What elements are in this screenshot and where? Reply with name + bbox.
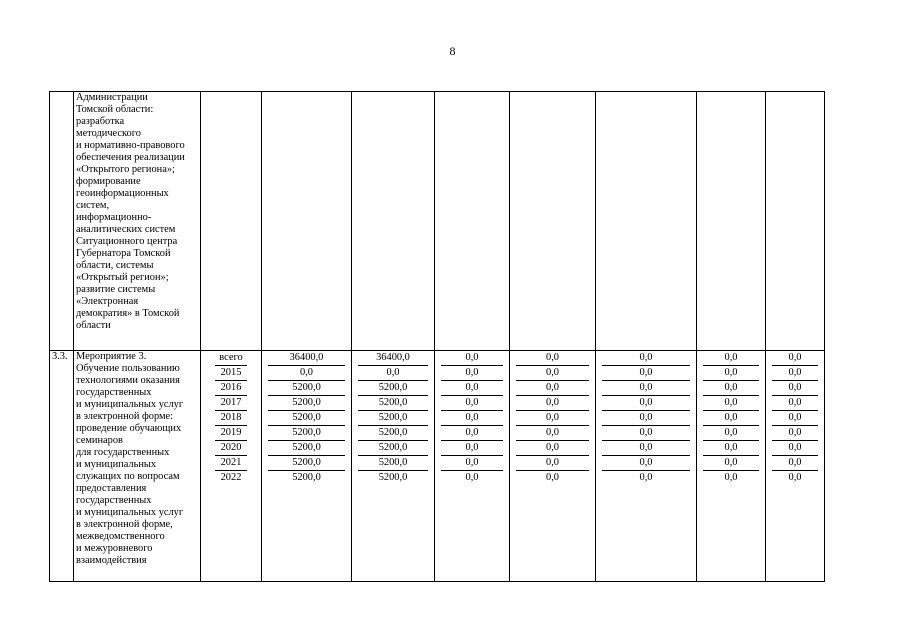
description-cell [74,351,201,582]
value-cell: 0,0 [516,441,589,456]
value-cell: 5200,0 [292,472,321,483]
empty-cell [435,92,510,351]
year-cell: всего [215,351,247,366]
value-cell: 0,0 [516,456,589,471]
value-cell: 0,0 [516,426,589,441]
year-cell: 2015 [215,366,247,381]
value-cell: 0,0 [602,351,690,366]
value-cell: 0,0 [516,351,589,366]
value-cell: 0,0 [602,396,690,411]
value-cell: 0,0 [268,366,345,381]
value-cell: 0,0 [516,411,589,426]
value-cell: 0,0 [703,456,759,471]
funding-table [49,91,825,582]
value-column-6 [697,351,766,582]
value-cell: 0,0 [465,472,479,483]
value-cell: 5200,0 [378,472,408,483]
value-cell: 36400,0 [358,351,428,366]
value-cell: 0,0 [602,426,690,441]
value-cell: 5200,0 [268,396,345,411]
value-cell: 5200,0 [358,411,428,426]
value-cell: 0,0 [772,351,818,366]
value-column-4 [510,351,596,582]
value-cell: 0,0 [441,381,503,396]
empty-cell [596,92,697,351]
value-cell: 0,0 [703,366,759,381]
value-cell: 0,0 [441,396,503,411]
year-column [201,351,262,582]
value-cell: 5200,0 [268,456,345,471]
value-column-1 [262,351,352,582]
value-cell: 0,0 [703,351,759,366]
value-cell: 0,0 [358,366,428,381]
empty-cell [262,92,352,351]
value-cell: 0,0 [602,411,690,426]
value-cell: 0,0 [516,396,589,411]
value-cell: 0,0 [772,456,818,471]
year-cell: 2022 [220,472,242,483]
value-cell: 0,0 [772,396,818,411]
value-cell: 0,0 [724,472,738,483]
value-cell: 36400,0 [268,351,345,366]
value-cell: 5200,0 [268,441,345,456]
value-cell: 0,0 [441,366,503,381]
value-cell: 0,0 [703,396,759,411]
row-index-cell [50,351,74,582]
value-column-3 [435,351,510,582]
value-cell: 5200,0 [358,426,428,441]
year-cell: 2017 [215,396,247,411]
value-cell: 0,0 [441,411,503,426]
value-cell: 0,0 [516,366,589,381]
value-cell: 5200,0 [268,411,345,426]
value-cell: 0,0 [602,366,690,381]
row-description: Мероприятие 3. Обучение пользованию технологиями оказания государственных и муниципальных услуг в электронной форме: проведение обучающих семинаров для государственных и муниципальных служащих по вопросам предоставления государственных и муниципальных услуг в электронной форме, межведомственного и межуровневого взаимодействия [76,351,184,566]
empty-cell [352,92,435,351]
row-index: 3.3. [52,351,68,362]
empty-cell [510,92,596,351]
value-cell: 0,0 [772,426,818,441]
value-cell: 0,0 [441,351,503,366]
value-cell: 5200,0 [268,426,345,441]
value-cell: 0,0 [546,472,559,483]
year-cell: 2018 [215,411,247,426]
value-cell: 5200,0 [358,381,428,396]
value-column-7 [766,351,825,582]
value-cell: 0,0 [703,381,759,396]
row-index-cell [50,92,74,351]
value-cell: 0,0 [516,381,589,396]
value-cell: 0,0 [441,456,503,471]
value-cell: 0,0 [602,441,690,456]
empty-cell [201,92,262,351]
value-cell: 5200,0 [358,456,428,471]
table-row [50,351,825,582]
year-cell: 2020 [215,441,247,456]
year-cell: 2016 [215,381,247,396]
value-cell: 0,0 [703,411,759,426]
value-cell: 0,0 [602,456,690,471]
year-cell: 2021 [215,456,247,471]
description-cell [74,92,201,351]
value-column-5 [596,351,697,582]
value-column-2 [352,351,435,582]
row-description: Администрации Томской области: разработка методического и нормативно-правового обеспечения реализации «Открытого региона»; формирование геоинформационных систем, информационно- аналитических систем Ситуационного центра Губернатора Томской области, системы «Открытый регион»; развитие системы «Электронная демократия» в Томской области [76,92,185,331]
value-cell: 0,0 [602,381,690,396]
value-cell: 5200,0 [358,396,428,411]
value-cell: 0,0 [639,472,653,483]
value-cell: 0,0 [703,441,759,456]
value-cell: 0,0 [772,411,818,426]
value-cell: 0,0 [788,472,802,483]
value-cell: 0,0 [441,426,503,441]
table-row [50,92,825,351]
empty-cell [766,92,825,351]
value-cell: 5200,0 [268,381,345,396]
value-cell: 5200,0 [358,441,428,456]
value-cell: 0,0 [441,441,503,456]
value-cell: 0,0 [772,381,818,396]
value-cell: 0,0 [772,441,818,456]
empty-cell [697,92,766,351]
year-cell: 2019 [215,426,247,441]
value-cell: 0,0 [703,426,759,441]
page-number: 8 [449,44,456,58]
value-cell: 0,0 [772,366,818,381]
